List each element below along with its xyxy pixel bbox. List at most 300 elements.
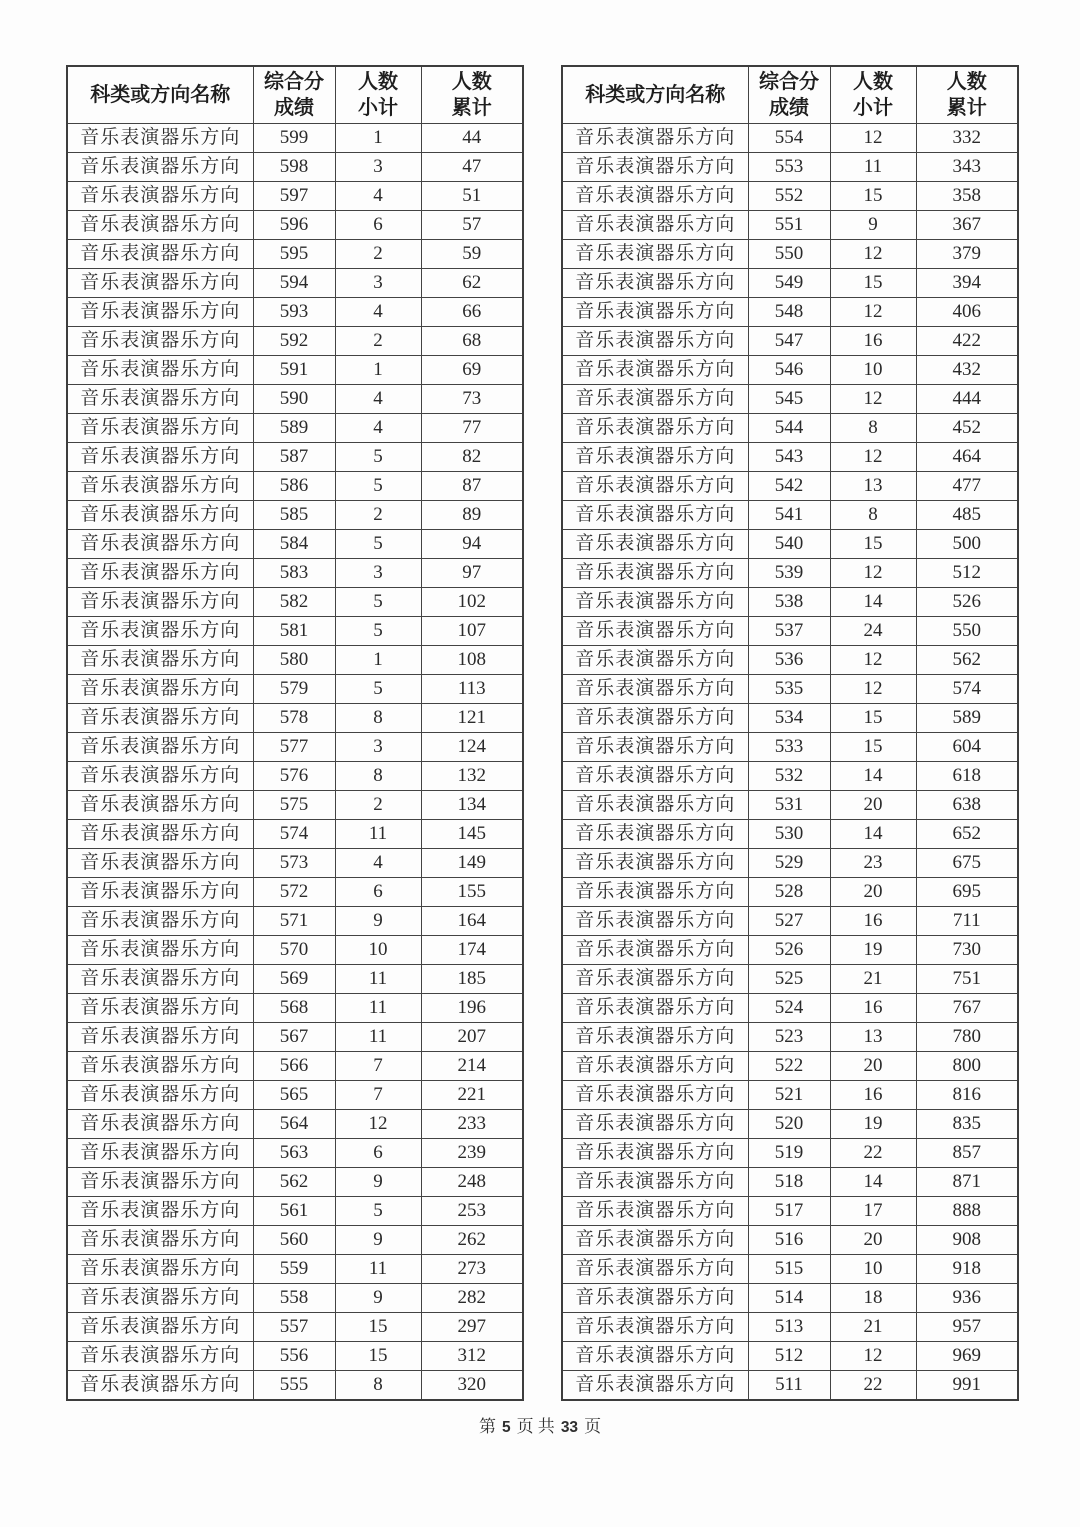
score-cell: 595	[253, 240, 335, 269]
count-cell: 23	[830, 849, 916, 878]
score-cell: 515	[748, 1255, 830, 1284]
count-cell: 18	[830, 1284, 916, 1313]
column-header: 科类或方向名称	[67, 66, 253, 124]
category-cell: 音乐表演器乐方向	[67, 1226, 253, 1255]
category-cell: 音乐表演器乐方向	[562, 820, 748, 849]
cumulative-cell: 262	[421, 1226, 523, 1255]
count-cell: 12	[830, 443, 916, 472]
cumulative-cell: 816	[916, 1081, 1018, 1110]
table-row	[562, 559, 1018, 588]
table-row	[67, 1284, 523, 1313]
category-cell: 音乐表演器乐方向	[562, 646, 748, 675]
count-cell: 10	[335, 936, 421, 965]
score-cell: 551	[748, 211, 830, 240]
score-tables	[66, 65, 1019, 1401]
table-row	[67, 994, 523, 1023]
table-row	[562, 1197, 1018, 1226]
count-cell: 8	[335, 1371, 421, 1401]
count-cell: 16	[830, 994, 916, 1023]
score-cell: 557	[253, 1313, 335, 1342]
column-header: 人数 累计	[421, 66, 523, 124]
score-cell: 594	[253, 269, 335, 298]
cumulative-cell: 604	[916, 733, 1018, 762]
category-cell: 音乐表演器乐方向	[67, 1197, 253, 1226]
table-row	[67, 907, 523, 936]
score-cell: 523	[748, 1023, 830, 1052]
count-cell: 9	[335, 1226, 421, 1255]
score-cell: 567	[253, 1023, 335, 1052]
category-cell: 音乐表演器乐方向	[67, 965, 253, 994]
category-cell: 音乐表演器乐方向	[562, 675, 748, 704]
count-cell: 1	[335, 646, 421, 675]
table-row	[67, 240, 523, 269]
cumulative-cell: 477	[916, 472, 1018, 501]
score-cell: 570	[253, 936, 335, 965]
footer-middle: 页 共	[516, 1417, 555, 1436]
count-cell: 15	[830, 733, 916, 762]
count-cell: 12	[830, 240, 916, 269]
cumulative-cell: 233	[421, 1110, 523, 1139]
header-row	[562, 66, 1018, 124]
score-cell: 550	[748, 240, 830, 269]
category-cell: 音乐表演器乐方向	[562, 1139, 748, 1168]
category-cell: 音乐表演器乐方向	[562, 1371, 748, 1401]
category-cell: 音乐表演器乐方向	[67, 994, 253, 1023]
score-cell: 574	[253, 820, 335, 849]
table-row	[67, 356, 523, 385]
category-cell: 音乐表演器乐方向	[67, 704, 253, 733]
count-cell: 2	[335, 240, 421, 269]
score-cell: 543	[748, 443, 830, 472]
cumulative-cell: 550	[916, 617, 1018, 646]
category-cell: 音乐表演器乐方向	[562, 1342, 748, 1371]
cumulative-cell: 857	[916, 1139, 1018, 1168]
category-cell: 音乐表演器乐方向	[562, 240, 748, 269]
score-cell: 563	[253, 1139, 335, 1168]
score-cell: 549	[748, 269, 830, 298]
score-cell: 581	[253, 617, 335, 646]
cumulative-cell: 367	[916, 211, 1018, 240]
score-cell: 572	[253, 878, 335, 907]
count-cell: 15	[830, 530, 916, 559]
table-row	[562, 1081, 1018, 1110]
count-cell: 16	[830, 327, 916, 356]
category-cell: 音乐表演器乐方向	[562, 965, 748, 994]
category-cell: 音乐表演器乐方向	[67, 791, 253, 820]
count-cell: 12	[830, 124, 916, 153]
count-cell: 15	[335, 1313, 421, 1342]
count-cell: 10	[830, 356, 916, 385]
cumulative-cell: 422	[916, 327, 1018, 356]
table-row	[67, 414, 523, 443]
cumulative-cell: 562	[916, 646, 1018, 675]
count-cell: 20	[830, 1052, 916, 1081]
table-row	[67, 1052, 523, 1081]
table-row	[562, 298, 1018, 327]
category-cell: 音乐表演器乐方向	[67, 211, 253, 240]
score-cell: 576	[253, 762, 335, 791]
table-row	[562, 617, 1018, 646]
table-row	[562, 1023, 1018, 1052]
category-cell: 音乐表演器乐方向	[67, 675, 253, 704]
table-row	[562, 675, 1018, 704]
category-cell: 音乐表演器乐方向	[562, 762, 748, 791]
count-cell: 9	[335, 907, 421, 936]
count-cell: 11	[335, 965, 421, 994]
count-cell: 9	[335, 1168, 421, 1197]
category-cell: 音乐表演器乐方向	[562, 1052, 748, 1081]
table-row	[562, 588, 1018, 617]
table-row	[67, 385, 523, 414]
count-cell: 17	[830, 1197, 916, 1226]
count-cell: 19	[830, 1110, 916, 1139]
table-row	[562, 385, 1018, 414]
score-cell: 525	[748, 965, 830, 994]
cumulative-cell: 185	[421, 965, 523, 994]
count-cell: 11	[335, 1255, 421, 1284]
table-row	[562, 1139, 1018, 1168]
cumulative-cell: 121	[421, 704, 523, 733]
count-cell: 4	[335, 298, 421, 327]
category-cell: 音乐表演器乐方向	[562, 211, 748, 240]
cumulative-cell: 343	[916, 153, 1018, 182]
category-cell: 音乐表演器乐方向	[562, 269, 748, 298]
footer-prefix: 第	[478, 1417, 496, 1436]
category-cell: 音乐表演器乐方向	[562, 1110, 748, 1139]
count-cell: 15	[830, 269, 916, 298]
score-cell: 559	[253, 1255, 335, 1284]
cumulative-cell: 888	[916, 1197, 1018, 1226]
table-row	[67, 1197, 523, 1226]
score-cell: 586	[253, 472, 335, 501]
count-cell: 8	[830, 501, 916, 530]
score-cell: 541	[748, 501, 830, 530]
score-cell: 565	[253, 1081, 335, 1110]
score-cell: 533	[748, 733, 830, 762]
cumulative-cell: 221	[421, 1081, 523, 1110]
table-row	[562, 153, 1018, 182]
cumulative-cell: 589	[916, 704, 1018, 733]
count-cell: 12	[830, 1342, 916, 1371]
cumulative-cell: 394	[916, 269, 1018, 298]
table-row	[67, 1081, 523, 1110]
table-row	[562, 124, 1018, 153]
cumulative-cell: 432	[916, 356, 1018, 385]
table-row	[67, 211, 523, 240]
table-row	[67, 501, 523, 530]
table-row	[67, 1023, 523, 1052]
count-cell: 4	[335, 414, 421, 443]
count-cell: 12	[830, 675, 916, 704]
category-cell: 音乐表演器乐方向	[562, 298, 748, 327]
count-cell: 9	[335, 1284, 421, 1313]
category-cell: 音乐表演器乐方向	[562, 443, 748, 472]
category-cell: 音乐表演器乐方向	[67, 414, 253, 443]
category-cell: 音乐表演器乐方向	[67, 182, 253, 211]
score-cell: 536	[748, 646, 830, 675]
cumulative-cell: 485	[916, 501, 1018, 530]
cumulative-cell: 57	[421, 211, 523, 240]
count-cell: 3	[335, 733, 421, 762]
count-cell: 2	[335, 501, 421, 530]
table-row	[67, 588, 523, 617]
category-cell: 音乐表演器乐方向	[67, 1284, 253, 1313]
count-cell: 14	[830, 588, 916, 617]
table-row	[67, 1371, 523, 1401]
cumulative-cell: 957	[916, 1313, 1018, 1342]
footer-page-number: 5	[501, 1419, 511, 1436]
cumulative-cell: 155	[421, 878, 523, 907]
cumulative-cell: 444	[916, 385, 1018, 414]
table-row	[562, 849, 1018, 878]
score-cell: 589	[253, 414, 335, 443]
count-cell: 5	[335, 472, 421, 501]
table-row	[67, 704, 523, 733]
count-cell: 12	[830, 559, 916, 588]
table-row	[67, 1139, 523, 1168]
table-row	[67, 1342, 523, 1371]
cumulative-cell: 145	[421, 820, 523, 849]
cumulative-cell: 239	[421, 1139, 523, 1168]
score-cell: 555	[253, 1371, 335, 1401]
column-header: 人数 小计	[830, 66, 916, 124]
table-row	[562, 907, 1018, 936]
cumulative-cell: 164	[421, 907, 523, 936]
table-row	[562, 530, 1018, 559]
column-header: 人数 小计	[335, 66, 421, 124]
page-footer	[0, 1412, 1080, 1437]
count-cell: 21	[830, 1313, 916, 1342]
table-row	[67, 327, 523, 356]
table-row	[67, 298, 523, 327]
category-cell: 音乐表演器乐方向	[562, 1313, 748, 1342]
table-row	[562, 762, 1018, 791]
cumulative-cell: 991	[916, 1371, 1018, 1401]
category-cell: 音乐表演器乐方向	[67, 617, 253, 646]
score-cell: 553	[748, 153, 830, 182]
count-cell: 20	[830, 791, 916, 820]
column-header: 人数 累计	[916, 66, 1018, 124]
category-cell: 音乐表演器乐方向	[67, 298, 253, 327]
category-cell: 音乐表演器乐方向	[67, 936, 253, 965]
count-cell: 1	[335, 356, 421, 385]
count-cell: 15	[335, 1342, 421, 1371]
count-cell: 11	[335, 1023, 421, 1052]
table-row	[562, 1342, 1018, 1371]
score-table-right	[561, 65, 1019, 1401]
cumulative-cell: 174	[421, 936, 523, 965]
cumulative-cell: 835	[916, 1110, 1018, 1139]
cumulative-cell: 47	[421, 153, 523, 182]
score-cell: 558	[253, 1284, 335, 1313]
category-cell: 音乐表演器乐方向	[67, 124, 253, 153]
score-cell: 577	[253, 733, 335, 762]
score-cell: 560	[253, 1226, 335, 1255]
cumulative-cell: 113	[421, 675, 523, 704]
score-cell: 556	[253, 1342, 335, 1371]
category-cell: 音乐表演器乐方向	[67, 269, 253, 298]
table-row	[67, 849, 523, 878]
count-cell: 14	[830, 1168, 916, 1197]
table-row	[67, 1313, 523, 1342]
score-cell: 564	[253, 1110, 335, 1139]
count-cell: 13	[830, 1023, 916, 1052]
category-cell: 音乐表演器乐方向	[67, 646, 253, 675]
category-cell: 音乐表演器乐方向	[562, 1168, 748, 1197]
count-cell: 11	[335, 820, 421, 849]
count-cell: 5	[335, 530, 421, 559]
score-cell: 542	[748, 472, 830, 501]
count-cell: 12	[335, 1110, 421, 1139]
table-row	[67, 472, 523, 501]
count-cell: 5	[335, 617, 421, 646]
category-cell: 音乐表演器乐方向	[562, 530, 748, 559]
count-cell: 11	[830, 153, 916, 182]
count-cell: 8	[830, 414, 916, 443]
score-cell: 527	[748, 907, 830, 936]
cumulative-cell: 730	[916, 936, 1018, 965]
category-cell: 音乐表演器乐方向	[562, 356, 748, 385]
table-row	[562, 646, 1018, 675]
count-cell: 15	[830, 704, 916, 733]
category-cell: 音乐表演器乐方向	[67, 1255, 253, 1284]
table-row	[562, 791, 1018, 820]
score-cell: 529	[748, 849, 830, 878]
count-cell: 1	[335, 124, 421, 153]
table-row	[562, 356, 1018, 385]
table-row	[562, 1313, 1018, 1342]
count-cell: 8	[335, 762, 421, 791]
score-cell: 592	[253, 327, 335, 356]
score-cell: 530	[748, 820, 830, 849]
cumulative-cell: 87	[421, 472, 523, 501]
cumulative-cell: 97	[421, 559, 523, 588]
cumulative-cell: 358	[916, 182, 1018, 211]
cumulative-cell: 652	[916, 820, 1018, 849]
table-row	[67, 443, 523, 472]
table-row	[562, 704, 1018, 733]
cumulative-cell: 59	[421, 240, 523, 269]
cumulative-cell: 297	[421, 1313, 523, 1342]
score-cell: 528	[748, 878, 830, 907]
table-row	[562, 1226, 1018, 1255]
score-cell: 575	[253, 791, 335, 820]
table-row	[562, 1255, 1018, 1284]
count-cell: 7	[335, 1052, 421, 1081]
score-cell: 534	[748, 704, 830, 733]
table-row	[67, 820, 523, 849]
score-cell: 538	[748, 588, 830, 617]
count-cell: 5	[335, 1197, 421, 1226]
cumulative-cell: 638	[916, 791, 1018, 820]
table-row	[562, 994, 1018, 1023]
table-row	[67, 965, 523, 994]
table-row	[562, 1110, 1018, 1139]
category-cell: 音乐表演器乐方向	[562, 936, 748, 965]
category-cell: 音乐表演器乐方向	[562, 1081, 748, 1110]
score-cell: 537	[748, 617, 830, 646]
category-cell: 音乐表演器乐方向	[67, 240, 253, 269]
score-cell: 526	[748, 936, 830, 965]
category-cell: 音乐表演器乐方向	[562, 124, 748, 153]
count-cell: 20	[830, 1226, 916, 1255]
table-row	[67, 530, 523, 559]
table-row	[67, 936, 523, 965]
score-cell: 535	[748, 675, 830, 704]
table-row	[67, 762, 523, 791]
cumulative-cell: 273	[421, 1255, 523, 1284]
table-row	[67, 1226, 523, 1255]
category-cell: 音乐表演器乐方向	[562, 327, 748, 356]
count-cell: 7	[335, 1081, 421, 1110]
category-cell: 音乐表演器乐方向	[67, 153, 253, 182]
score-cell: 512	[748, 1342, 830, 1371]
category-cell: 音乐表演器乐方向	[562, 385, 748, 414]
category-cell: 音乐表演器乐方向	[67, 588, 253, 617]
score-cell: 520	[748, 1110, 830, 1139]
cumulative-cell: 248	[421, 1168, 523, 1197]
category-cell: 音乐表演器乐方向	[562, 1023, 748, 1052]
table-row	[562, 443, 1018, 472]
table-row	[67, 617, 523, 646]
count-cell: 9	[830, 211, 916, 240]
table-row	[562, 820, 1018, 849]
table-row	[562, 878, 1018, 907]
category-cell: 音乐表演器乐方向	[562, 994, 748, 1023]
score-cell: 598	[253, 153, 335, 182]
cumulative-cell: 149	[421, 849, 523, 878]
score-cell: 544	[748, 414, 830, 443]
score-cell: 532	[748, 762, 830, 791]
count-cell: 10	[830, 1255, 916, 1284]
table-row	[67, 878, 523, 907]
category-cell: 音乐表演器乐方向	[67, 1023, 253, 1052]
category-cell: 音乐表演器乐方向	[67, 1081, 253, 1110]
score-cell: 511	[748, 1371, 830, 1401]
count-cell: 6	[335, 878, 421, 907]
table-row	[562, 965, 1018, 994]
table-row	[562, 1168, 1018, 1197]
cumulative-cell: 69	[421, 356, 523, 385]
cumulative-cell: 800	[916, 1052, 1018, 1081]
category-cell: 音乐表演器乐方向	[67, 1168, 253, 1197]
category-cell: 音乐表演器乐方向	[67, 849, 253, 878]
category-cell: 音乐表演器乐方向	[562, 182, 748, 211]
cumulative-cell: 695	[916, 878, 1018, 907]
score-cell: 580	[253, 646, 335, 675]
category-cell: 音乐表演器乐方向	[67, 907, 253, 936]
table-row	[562, 472, 1018, 501]
category-cell: 音乐表演器乐方向	[562, 1255, 748, 1284]
count-cell: 13	[830, 472, 916, 501]
count-cell: 14	[830, 820, 916, 849]
count-cell: 6	[335, 211, 421, 240]
count-cell: 8	[335, 704, 421, 733]
cumulative-cell: 51	[421, 182, 523, 211]
score-cell: 596	[253, 211, 335, 240]
category-cell: 音乐表演器乐方向	[67, 385, 253, 414]
category-cell: 音乐表演器乐方向	[67, 1110, 253, 1139]
cumulative-cell: 751	[916, 965, 1018, 994]
category-cell: 音乐表演器乐方向	[67, 733, 253, 762]
count-cell: 2	[335, 327, 421, 356]
score-cell: 521	[748, 1081, 830, 1110]
score-cell: 552	[748, 182, 830, 211]
count-cell: 22	[830, 1371, 916, 1401]
score-cell: 590	[253, 385, 335, 414]
table-row	[67, 559, 523, 588]
cumulative-cell: 312	[421, 1342, 523, 1371]
